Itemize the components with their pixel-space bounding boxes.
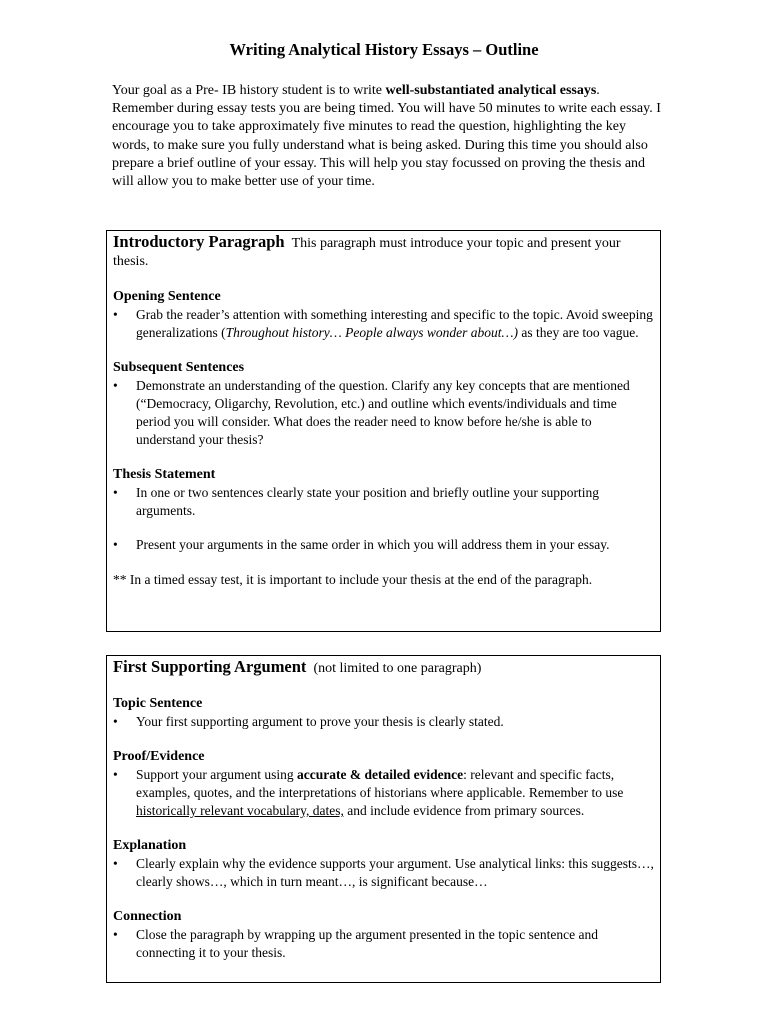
opening-text2: as they are too vague. [517, 325, 639, 340]
explanation-heading: Explanation [113, 838, 187, 853]
proof-text3: and include evidence from primary sources. [343, 803, 585, 818]
list-item [113, 306, 654, 342]
list-item [113, 484, 654, 520]
bullet-icon: • [113, 378, 118, 393]
bullet-icon: • [113, 485, 118, 500]
opening-sentence-heading: Opening Sentence [113, 289, 221, 304]
argument-box-desc: (not limited to one paragraph) [313, 661, 482, 676]
connection-heading: Connection [113, 909, 182, 924]
proof-bold: accurate & detailed evidence [297, 767, 464, 782]
proof-text1: Support your argument using [136, 767, 297, 782]
topic-sentence-heading: Topic Sentence [113, 696, 203, 711]
proof-evidence-heading: Proof/Evidence [113, 749, 205, 764]
opening-sentence-section [113, 288, 654, 342]
explanation-text: Clearly explain why the evidence supports your argument. Use analytical links: this suggests…, clearly shows…, which in turn meant…, is significant because… [136, 856, 654, 889]
thesis-note: ** In a timed essay test, it is important to include your thesis at the end of the paragraph. [113, 572, 593, 587]
proof-underline: historically relevant vocabulary, dates, [136, 803, 344, 818]
opening-italic: Throughout history… People always wonder about…) [225, 325, 518, 340]
connection-text: Close the paragraph by wrapping up the argument presented in the topic sentence and connecting it to your thesis. [136, 927, 598, 960]
subsequent-sentences-heading: Subsequent Sentences [113, 360, 245, 375]
connection-section [113, 908, 654, 962]
subsequent-sentences-section [113, 359, 654, 449]
thesis-bullet2: Present your arguments in the same order in which you will address them in your essay. [136, 537, 610, 552]
thesis-statement-heading: Thesis Statement [113, 467, 216, 482]
subsequent-text: Demonstrate an understanding of the question. Clarify any key concepts that are mentioned (“Democracy, Oligarchy, Revolution, etc.) and outline which events/individuals and time period you will consider. What does the reader need to know before he/she is able to understand your thesis? [136, 378, 630, 447]
list-item [113, 713, 654, 731]
intro-box-desc: This paragraph must introduce your topic and present your thesis. [113, 236, 621, 269]
thesis-bullet1: In one or two sentences clearly state your position and briefly outline your supporting arguments. [136, 485, 600, 518]
introductory-paragraph-box [106, 230, 661, 632]
opening-text1: Grab the reader’s attention with something interesting and specific to the topic. Avoid sweeping generalizations ( [136, 307, 653, 340]
first-supporting-argument-box [106, 655, 661, 983]
intro-part1: Your goal as a Pre- IB history student is to write [112, 83, 386, 98]
intro-part2: . Remember during essay tests you are being timed. You will have 50 minutes to write each essay. I encourage you to take approximately five minutes to read the question, highlighting the key words, to make sure you fully understand what is being asked. During this time you should also prepare a brief outline of your essay. This will help you stay focussed on proving the thesis and will allow you to make better use of your time. [112, 83, 661, 190]
bullet-icon: • [113, 537, 118, 552]
intro-text [112, 82, 664, 191]
bullet-icon: • [113, 927, 118, 942]
intro-box-header [113, 233, 654, 271]
bullet-icon: • [113, 767, 118, 782]
list-item [113, 536, 654, 554]
proof-text2: : relevant and specific facts, examples, quotes, and the interpretations of historians where applicable. Remember to use [136, 767, 624, 800]
intro-bold: well-substantiated analytical essays [385, 83, 597, 98]
list-item [113, 926, 654, 962]
bullet-icon: • [113, 307, 118, 322]
list-item [113, 766, 654, 820]
list-item [113, 855, 654, 891]
proof-evidence-section [113, 748, 654, 820]
thesis-statement-section [113, 466, 654, 554]
list-item [113, 377, 654, 449]
topic-text: Your first supporting argument to prove your thesis is clearly stated. [136, 714, 504, 729]
page-title: Writing Analytical History Essays – Outline [229, 40, 539, 59]
explanation-section [113, 837, 654, 891]
bullet-icon: • [113, 856, 118, 871]
intro-box-heading: Introductory Paragraph [113, 232, 285, 251]
topic-sentence-section [113, 695, 654, 731]
bullet-icon: • [113, 714, 118, 729]
argument-box-heading: First Supporting Argument [113, 657, 307, 676]
argument-box-header [113, 658, 654, 678]
